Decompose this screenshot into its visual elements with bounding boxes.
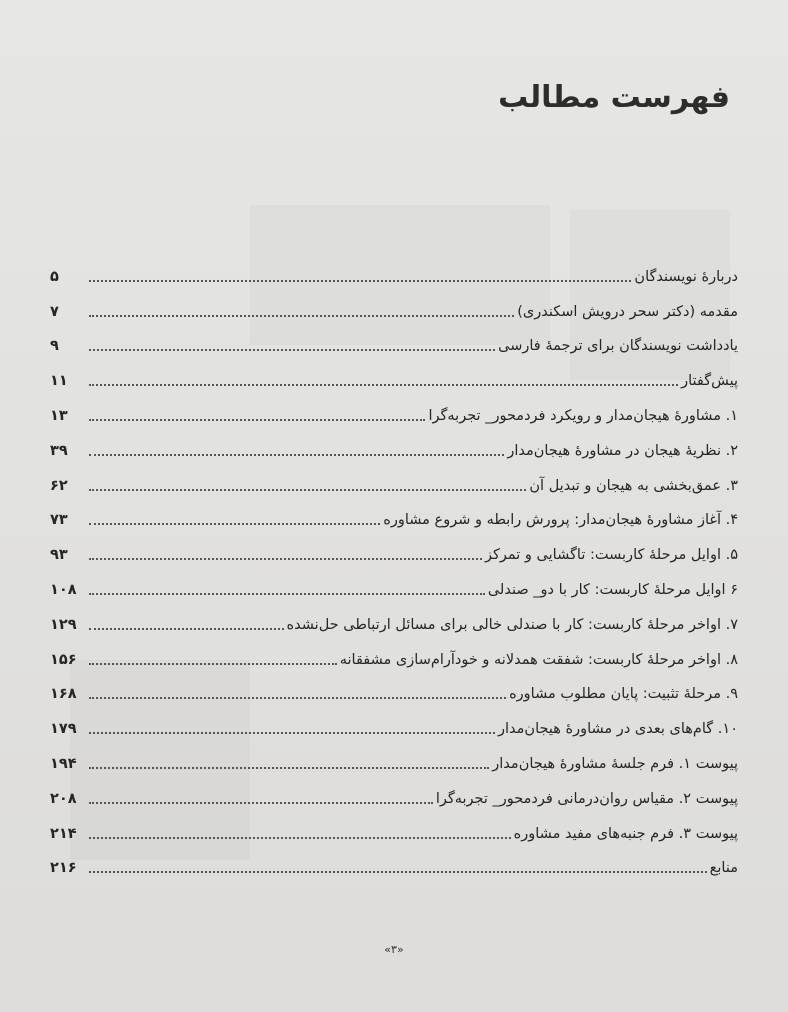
toc-entry-page-number: ۷ xyxy=(50,303,59,320)
toc-entry xyxy=(50,606,738,641)
toc-entry-page-number: ۹ xyxy=(50,338,59,355)
toc-dot-leader xyxy=(89,384,678,386)
toc-entry-title: پیوست ۲. مقیاس روان‌درمانی فردمحور_ تجربه‌گرا xyxy=(435,790,738,807)
toc-entry-page-number: ۱۲۹ xyxy=(50,616,77,633)
toc-entry-title: ۵. اوایل مرحلهٔ کاربست: تاگشایی و تمرکز xyxy=(484,547,738,564)
toc-dot-leader xyxy=(89,628,284,630)
toc-entry-title: دربارهٔ نویسندگان xyxy=(634,268,738,285)
toc-entry xyxy=(50,432,738,467)
toc-dot-leader xyxy=(89,802,433,804)
toc-entry xyxy=(50,397,738,432)
toc-entry xyxy=(50,676,738,711)
toc-entry xyxy=(50,293,738,328)
toc-dot-leader xyxy=(89,663,337,665)
toc-entry-page-number: ۱۹۴ xyxy=(50,755,77,772)
toc-entry xyxy=(50,536,738,571)
toc-dot-leader xyxy=(89,489,526,491)
toc-entry xyxy=(50,641,738,676)
toc-dot-leader xyxy=(89,349,495,351)
toc-entry xyxy=(50,815,738,850)
toc-entry-title: ۱. مشاورهٔ هیجان‌مدار و رویکرد فردمحور_ تجربه‌گرا xyxy=(428,407,738,424)
toc-entry-page-number: ۲۱۴ xyxy=(50,825,77,842)
toc-entry-page-number: ۱۵۶ xyxy=(50,651,77,668)
toc-entry-page-number: ۵ xyxy=(50,268,59,285)
toc-entry-title: پیش‌گفتار xyxy=(681,373,738,390)
toc-entry-page-number: ۹۳ xyxy=(50,547,68,564)
toc-entry xyxy=(50,502,738,537)
toc-entry-page-number: ۱۱ xyxy=(50,373,68,390)
toc-entry-title: ۳. عمق‌بخشی به هیجان و تبدیل آن xyxy=(529,477,738,494)
toc-entry-title: ۲. نظریهٔ هیجان در مشاورهٔ هیجان‌مدار xyxy=(507,442,738,459)
toc-dot-leader xyxy=(89,593,485,595)
toc-entry xyxy=(50,328,738,363)
toc-entry-title: منابع xyxy=(709,860,738,877)
toc-entry xyxy=(50,850,738,885)
toc-entry-page-number: ۲۰۸ xyxy=(50,790,77,807)
toc-dot-leader xyxy=(89,454,504,456)
toc-dot-leader xyxy=(89,871,707,873)
toc-dot-leader xyxy=(89,280,631,282)
toc-entry-page-number: ۳۹ xyxy=(50,442,68,459)
toc-dot-leader xyxy=(89,697,506,699)
toc-entry xyxy=(50,467,738,502)
toc-dot-leader xyxy=(89,315,514,317)
toc-dot-leader xyxy=(89,767,489,769)
toc-entry xyxy=(50,780,738,815)
toc-entry-title: ۷. اواخر مرحلهٔ کاربست: کار با صندلی خالی برای مسائل ارتباطی حل‌نشده xyxy=(286,616,738,633)
toc-dot-leader xyxy=(89,732,495,734)
toc-entry-title: ۹. مرحلهٔ تثبیت: پایان مطلوب مشاوره xyxy=(509,686,738,703)
toc-dot-leader xyxy=(89,558,482,560)
toc-entry-page-number: ۱۶۸ xyxy=(50,686,77,703)
toc-entry-title: ۶ اوایل مرحلهٔ کاربست: کار با دو_ صندلی xyxy=(487,581,738,598)
page-number: «۳» xyxy=(384,943,404,956)
toc-entry-title: ۸. اواخر مرحلهٔ کاربست: شفقت همدلانه و خودآرام‌سازی مشفقانه xyxy=(339,651,738,668)
toc-entry-title: ۴. آغاز مشاورهٔ هیجان‌مدار: پرورش رابطه و شروع مشاوره xyxy=(383,512,738,529)
toc-dot-leader xyxy=(89,837,511,839)
toc-entry-title: یادداشت نویسندگان برای ترجمهٔ فارسی xyxy=(498,338,738,355)
toc-entry xyxy=(50,710,738,745)
toc-entry-page-number: ۶۲ xyxy=(50,477,68,494)
toc-entry xyxy=(50,362,738,397)
toc-entry-title: مقدمه (دکتر سحر درویش اسکندری) xyxy=(517,303,738,320)
toc-entry-title: پیوست ۱. فرم جلسهٔ مشاورهٔ هیجان‌مدار xyxy=(492,755,738,772)
toc-entry-page-number: ۷۳ xyxy=(50,512,68,529)
toc-entry xyxy=(50,745,738,780)
table-of-contents xyxy=(50,258,738,884)
toc-entry-page-number: ۱۰۸ xyxy=(50,581,77,598)
toc-entry-page-number: ۱۷۹ xyxy=(50,721,77,738)
toc-entry-title: پیوست ۳. فرم جنبه‌های مفید مشاوره xyxy=(513,825,738,842)
toc-dot-leader xyxy=(89,419,425,421)
toc-entry-title: ۱۰. گام‌های بعدی در مشاورهٔ هیجان‌مدار xyxy=(498,721,738,738)
toc-dot-leader xyxy=(89,523,380,525)
toc-entry-page-number: ۱۳ xyxy=(50,407,68,424)
page-title: فهرست مطالب xyxy=(498,80,730,115)
toc-entry xyxy=(50,571,738,606)
toc-entry xyxy=(50,258,738,293)
toc-entry-page-number: ۲۱۶ xyxy=(50,860,77,877)
